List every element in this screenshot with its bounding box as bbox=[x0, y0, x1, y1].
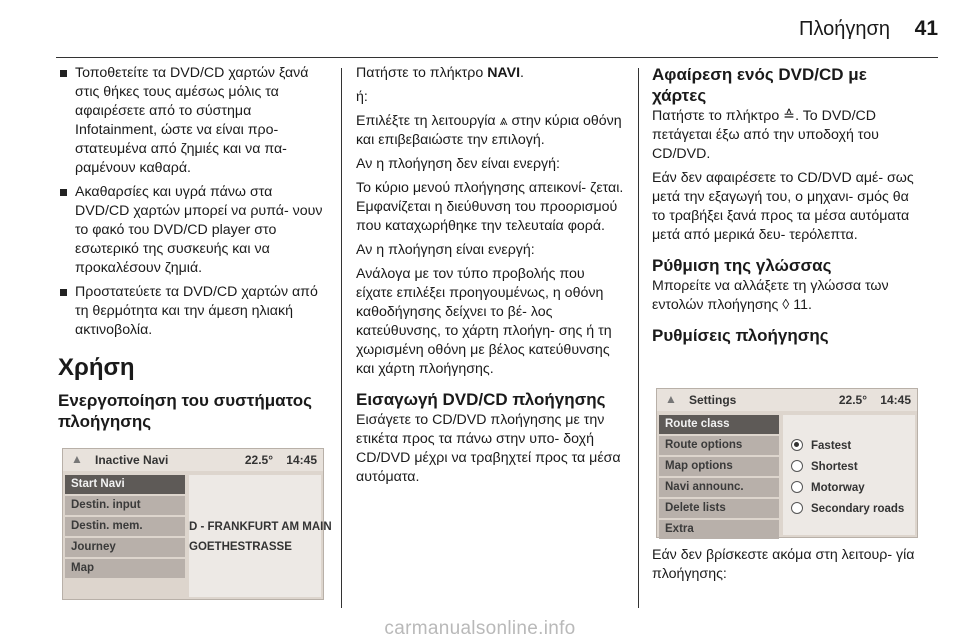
clock-readout: 14:45 bbox=[286, 453, 317, 467]
bullet-square-icon bbox=[60, 189, 67, 196]
menu-item-navi-announc[interactable]: Navi announc. bbox=[659, 478, 779, 497]
menu-item-delete-lists[interactable]: Delete lists bbox=[659, 499, 779, 518]
radio-option-motorway[interactable]: Motorway bbox=[791, 481, 865, 494]
destination-city: D - FRANKFURT AM MAIN bbox=[189, 521, 332, 533]
heading-language: Ρύθμιση της γλώσσας bbox=[652, 256, 832, 275]
bullet-square-icon bbox=[60, 289, 67, 296]
radio-checked-icon bbox=[791, 439, 803, 451]
screen-title: Settings bbox=[689, 393, 737, 407]
paragraph: Το κύριο μενού πλοήγησης απεικονί- ζεται. Εμφανίζεται η διεύθυνση του προορισμού που καταχωρήθηκε την τελευταία φορά. bbox=[356, 180, 624, 234]
bullet-item: Ακαθαρσίες και υγρά πάνω στα DVD/CD χαρτών μπορεί να ρυπά- νουν το φακό του DVD/CD player στο εσωτερικό της συσκευής και να προκαλέσουν ζημιά. bbox=[58, 183, 328, 278]
radio-unchecked-icon bbox=[791, 481, 803, 493]
heading-remove-dvd: Αφαίρεση ενός DVD/CD με χάρτες bbox=[652, 65, 867, 105]
radio-option-secondary-roads[interactable]: Secondary roads bbox=[791, 502, 904, 515]
menu-item-route-options[interactable]: Route options bbox=[659, 436, 779, 455]
paragraph: Αν η πλοήγηση είναι ενεργή: bbox=[356, 242, 535, 258]
menu-item-route-class[interactable]: Route class bbox=[659, 415, 779, 434]
navi-screen-inactive bbox=[62, 448, 332, 600]
radio-option-fastest[interactable]: Fastest bbox=[791, 439, 851, 452]
column-right-bottom bbox=[652, 546, 922, 589]
screen-status-bar bbox=[657, 389, 917, 411]
menu-item-map[interactable]: Map bbox=[65, 559, 185, 578]
paragraph: Εάν δεν αφαιρέσετε το CD/DVD αμέ- σως μετά την εξαγωγή του, ο μηχανι- σμός θα το τραβήξει ξανά προς τα μέσα αυτόματα μετά από μερικά δευ- τερόλεπτα. bbox=[652, 170, 914, 243]
column-middle bbox=[356, 64, 624, 492]
navi-key-label: NAVI bbox=[487, 65, 521, 81]
temperature-readout: 22.5° bbox=[838, 393, 867, 407]
bullet-item: Προστατεύετε τα DVD/CD χαρτών από τη θερμότητα και την άμεση ηλιακή ακτινοβολία. bbox=[58, 283, 328, 340]
navi-screen-settings bbox=[656, 388, 918, 538]
route-options-pane bbox=[783, 415, 915, 535]
menu-item-start-navi[interactable]: Start Navi bbox=[65, 475, 185, 494]
navi-arrow-icon: ▲ bbox=[665, 392, 677, 406]
menu-item-destin-mem[interactable]: Destin. mem. bbox=[65, 517, 185, 536]
bullet-item: Τοποθετείτε τα DVD/CD χαρτών ξανά στις θήκες τους αμέσως μόλις τα αφαιρέσετε από το σύστημα Infotainment, ώστε να είναι προ- στατευμένα από ζημιές και να πα- ραμένουν καθαρά. bbox=[58, 64, 328, 178]
paragraph: Επιλέξτε τη λειτουργία ⩓ στην κύρια οθόνη και επιβεβαιώστε την επιλογή. bbox=[356, 113, 622, 148]
paragraph: ή: bbox=[356, 89, 368, 105]
radio-unchecked-icon bbox=[791, 460, 803, 472]
bullet-square-icon bbox=[60, 70, 67, 77]
menu-item-map-options[interactable]: Map options bbox=[659, 457, 779, 476]
destination-pane bbox=[189, 475, 332, 597]
paragraph: Μπορείτε να αλλάξετε τη γλώσσα των εντολών πλοήγησης ◊ 11. bbox=[652, 278, 889, 313]
column-right bbox=[652, 64, 922, 347]
screen-title: Inactive Navi bbox=[95, 453, 169, 467]
destination-street: GOETHESTRASSE bbox=[189, 541, 292, 553]
header-divider bbox=[56, 57, 938, 58]
page-header bbox=[0, 0, 960, 58]
navi-menu bbox=[65, 475, 185, 580]
watermark: carmanualsonline.info bbox=[384, 618, 576, 639]
radio-unchecked-icon bbox=[791, 502, 803, 514]
column-left bbox=[58, 64, 328, 433]
page-number: 41 bbox=[914, 17, 938, 40]
radio-option-shortest[interactable]: Shortest bbox=[791, 460, 858, 473]
column-divider bbox=[341, 68, 342, 608]
column-divider bbox=[638, 68, 639, 608]
paragraph: Εισάγετε το CD/DVD πλοήγησης με την ετικέτα προς τα πάνω στην υπο- δοχή CD/DVD μέχρι να τραβηχτεί προς τα μέσα αυτόματα. bbox=[356, 412, 621, 485]
heading-insert-dvd: Εισαγωγή DVD/CD πλοήγησης bbox=[356, 390, 606, 409]
menu-item-journey[interactable]: Journey bbox=[65, 538, 185, 557]
heading-navi-settings: Ρυθμίσεις πλοήγησης bbox=[652, 326, 829, 345]
paragraph: Αν η πλοήγηση δεν είναι ενεργή: bbox=[356, 156, 560, 172]
heading-usage: Χρήση bbox=[58, 354, 135, 381]
clock-readout: 14:45 bbox=[880, 393, 911, 407]
section-title: Πλοήγηση bbox=[799, 18, 890, 40]
heading-activation: Ενεργοποίηση του συστήματος πλοήγησης bbox=[58, 391, 312, 431]
temperature-readout: 22.5° bbox=[244, 453, 273, 467]
screen-status-bar bbox=[63, 449, 323, 471]
paragraph: Εάν δεν βρίσκεστε ακόμα στη λειτουρ- γία πλοήγησης: bbox=[652, 547, 915, 582]
settings-menu bbox=[659, 415, 779, 541]
menu-item-extra[interactable]: Extra bbox=[659, 520, 779, 539]
menu-item-destin-input[interactable]: Destin. input bbox=[65, 496, 185, 515]
navi-arrow-icon: ▲ bbox=[71, 452, 83, 466]
paragraph: Ανάλογα με τον τύπο προβολής που είχατε επιλέξει προηγουμένως, η οθόνη καθοδήγησης δείχνει το βέ- λος κατεύθυνσης, το χάρτη πλοήγη- σης ή τη χωρισμένη οθόνη με βέλος κατεύθυνσης και χάρτη πλοήγησης. bbox=[356, 266, 612, 377]
paragraph: Πατήστε το πλήκτρο NAVI. bbox=[356, 65, 524, 81]
paragraph: Πατήστε το πλήκτρο ≙. Το DVD/CD πετάγεται έξω από την υποδοχή του CD/DVD. bbox=[652, 108, 879, 162]
